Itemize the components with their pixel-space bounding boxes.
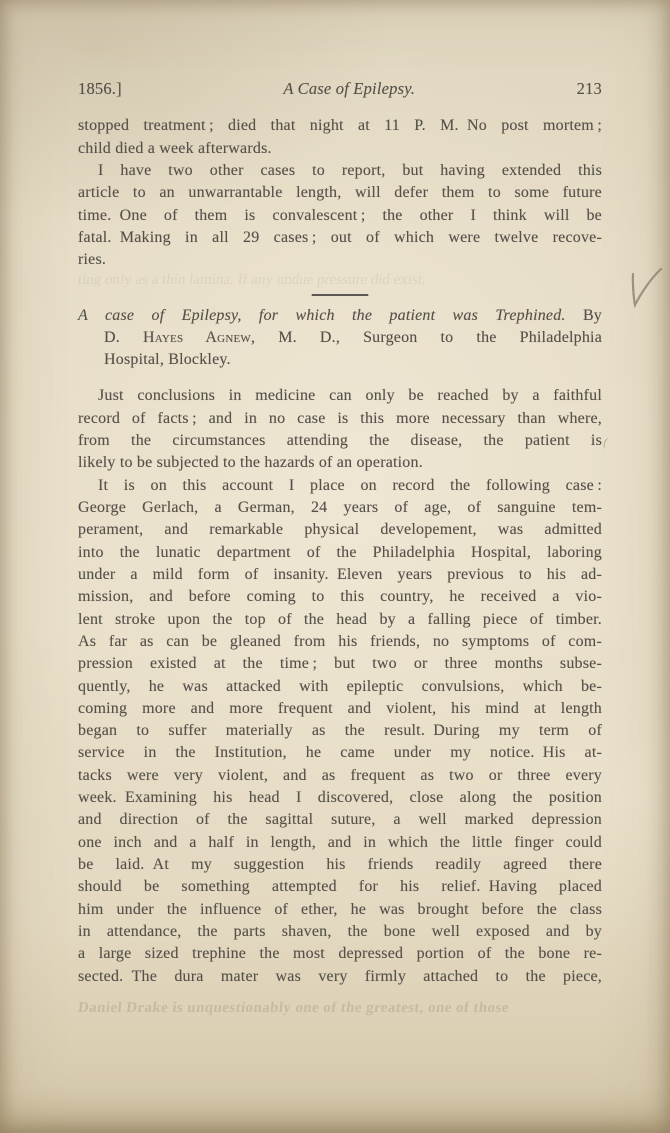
text-column (78, 78, 602, 988)
text-line: As far as can be gleaned from his friends, no symptoms of com- (78, 632, 602, 650)
text-line: mission, and before coming to this country, he received a vio- (78, 588, 602, 606)
text-line: began to suffer materially as the result. During my term of (78, 722, 602, 740)
text-line: time. One of them is convalescent ; the other I think will be (78, 206, 602, 224)
text-line: tacks were very violent, and as frequent as two or three every (78, 766, 602, 784)
text-line: Just conclusions in medicine can only be reached by a faithful (98, 387, 602, 405)
author-initial: D. (104, 328, 143, 346)
article-title: A case of Epilepsy, for which the patient was Trephined. (78, 306, 566, 324)
author-titles: , M. D., Surgeon to the Philadelphia (250, 328, 602, 346)
text-line: article to an unwarrantable length, will defer them to some future (78, 184, 602, 202)
text-line: child died a week afterwards. (78, 139, 272, 157)
text-line: quently, he was attacked with epileptic convulsions, which be- (78, 677, 602, 695)
text-line: record of facts ; and in no case is this more necessary than where, (78, 409, 602, 427)
text-line: lent stroke upon the top of the head by a falling piece of timber. (78, 610, 602, 628)
text-line: in attendance, the parts shaven, the bone well exposed and by (78, 922, 602, 940)
section-separator (78, 294, 602, 296)
text-line: I have two other cases to report, but having extended this (98, 161, 602, 179)
separator-rule (312, 294, 369, 296)
running-title: A Case of Epilepsy. (283, 79, 416, 98)
paragraph-group-main (78, 385, 602, 987)
heading-line-1 (78, 305, 602, 327)
text-line: a large sized trephine the most depressed portion of the bone re- (78, 945, 602, 963)
page-number: 213 (576, 79, 602, 98)
article-heading (78, 305, 602, 372)
text-line: perament, and remarkable physical developement, was admitted (78, 521, 602, 539)
text-line: sected. The dura mater was very firmly attached to the piece, (78, 967, 602, 985)
text-line: service in the Institution, he came under my notice. His at- (78, 744, 602, 762)
bleed-through-text: ting only as a thin lamina. If any undue pressure did exist, (77, 272, 427, 288)
bleed-through-text: Daniel Drake is unquestionably one of the greatest, one of those (77, 1000, 510, 1016)
pencil-checkmark (622, 255, 670, 315)
text-line: It is on this account I place on record the following case : (98, 476, 602, 494)
text-line: likely to be subjected to the hazards of an operation. (78, 454, 423, 472)
text-line: coming more and more frequent and violent, his mind at length (78, 699, 602, 717)
paragraph-group-top (78, 115, 602, 271)
text-line: from the circumstances attending the disease, the patient is (78, 432, 602, 450)
margin-smudge (602, 437, 614, 451)
text-line: stopped treatment ; died that night at 11 P. M. No post mortem ; (78, 117, 602, 135)
text-line: pression existed at the time ; but two or three months subse- (78, 655, 602, 673)
text-line: George Gerlach, a German, 24 years of age, of sanguine tem- (78, 499, 602, 516)
heading-line-2 (78, 327, 602, 349)
author-name: Hayes Agnew (143, 328, 251, 346)
byline-word: By (582, 306, 603, 324)
text-line: week. Examining his head I discovered, close along the position (78, 789, 602, 807)
text-line: him under the influence of ether, he was brought before the class (78, 900, 602, 918)
text-line: be laid. At my suggestion his friends readily agreed there (78, 856, 602, 873)
text-line: one inch and a half in length, and in which the little finger could (78, 833, 602, 851)
text-line: ries. (78, 251, 107, 269)
text-line: should be something attempted for his relief. Having placed (78, 878, 602, 896)
heading-line-3 (78, 349, 602, 371)
page-header (78, 78, 602, 100)
text-line: under a mild form of insanity. Eleven years previous to his ad- (78, 565, 602, 583)
text-line: fatal. Making in all 29 cases ; out of which were twelve recove- (78, 228, 602, 246)
text-line: and direction of the sagittal suture, a well marked depression (78, 811, 602, 829)
header-date: 1856.] (78, 79, 122, 98)
text-line: into the lunatic department of the Philadelphia Hospital, laboring (78, 543, 602, 561)
author-institution: Hospital, Blockley. (104, 351, 231, 369)
